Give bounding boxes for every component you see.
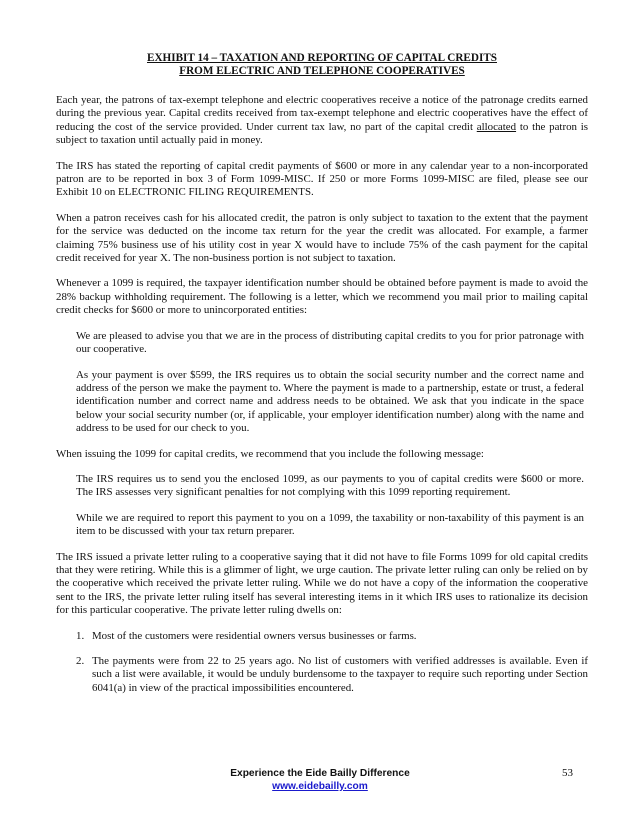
underlined-allocated: allocated (476, 120, 517, 133)
paragraph-intro-a: Each year, the patrons of tax-exempt telephone and electric cooperatives receive a notice of the patronage credits earned during the previous year. Capital credits received from tax-exempt telephone and electric cooperatives have the effect of reducing the cost of the service provided. Under current tax law, no part of the capital credit (56, 94, 588, 133)
list-item (56, 630, 588, 643)
title-line-1: EXHIBIT 14 – TAXATION AND REPORTING OF CAPITAL CREDITS (147, 52, 497, 64)
list-item-text: Most of the customers were residential owners versus businesses or farms. (92, 629, 417, 642)
ruling-list (56, 630, 588, 696)
page-footer (0, 767, 640, 793)
paragraph-tin-requirement: Whenever a 1099 is required, the taxpayer identification number should be obtained before payment is made to avoid the 28% backup withholding requirement. The following is a letter, which we recommend you mail prior to mailing capital credit checks for $600 or more to unincorporated entities: (56, 277, 588, 317)
document-body (56, 52, 588, 707)
page-number: 53 (562, 767, 573, 779)
paragraph-cash-payment: When a patron receives cash for his allocated credit, the patron is only subject to taxation to the extent that the payment for the service was deducted on the income tax return for the year the credit was allocated. For example, a farmer claiming 75% business use of his utility cost in year X would have to include 75% of the cash payment for the capital credit received for year X. The non-business portion is not subject to taxation. (56, 211, 588, 265)
list-item-number: 1. (76, 629, 85, 642)
paragraph-irs-reporting: The IRS has stated the reporting of capital credit payments of $600 or more in any calendar year to a non-incorporated patron are to be reported in box 3 of Form 1099-MISC. If 250 or more Forms 1099-MISC are filed, please see our Exhibit 10 on ELECTRONIC FILING REQUIREMENTS. (56, 159, 588, 199)
list-item-text: The payments were from 22 to 25 years ago. No list of customers with verified addresses is available. Even if such a list were available, it would be unduly burdensome to the taxpayer to require such reporting under Section 6041(a) in view of the practical impossibilities encountered. (92, 655, 588, 694)
footer-tagline: Experience the Eide Bailly Difference (230, 768, 410, 779)
paragraph-intro (56, 94, 588, 148)
message-quote-2: While we are required to report this payment to you on a 1099, the taxability or non-taxability of this payment is an item to be discussed with your tax return preparer. (76, 511, 584, 538)
footer-website-link[interactable]: www.eidebailly.com (272, 781, 368, 792)
letter-quote-2: As your payment is over $599, the IRS requires us to obtain the social security number and the correct name and address of the person we make the payment to. Where the payment is made to a partnership, estate or trust, a federal identification number and correct name and address needs to be obtained. We ask that you indicate in the space below your social security number (or, if applicable, your employer identification number) along with the name and address to be used for our check to you. (76, 368, 584, 435)
list-item-number: 2. (76, 655, 85, 667)
paragraph-private-letter-ruling: The IRS issued a private letter ruling to a cooperative saying that it did not have to file Forms 1099 for old capital credits that they were retiring. While this is a glimmer of light, we urge caution. The private letter ruling can only be relied on by the cooperative which received the private letter ruling. While we do not have a copy of the information the cooperative sent to the IRS, the private letter ruling itself has several interesting items in it which IRS uses to rationalize its decision for this particular cooperative. The private letter ruling dwells on: (56, 550, 588, 617)
page-title (56, 52, 588, 78)
paragraph-issuing-1099: When issuing the 1099 for capital credits, we recommend that you include the following message: (56, 447, 484, 460)
title-line-2: FROM ELECTRIC AND TELEPHONE COOPERATIVES (179, 65, 465, 77)
list-item (56, 655, 588, 695)
paragraph-intro-b: to the patron is subject to taxation until actually paid in money. (56, 120, 588, 147)
message-quote-1: The IRS requires us to send you the enclosed 1099, as our payments to you of capital credits were $600 or more. The IRS assesses very significant penalties for not complying with this 1099 reporting requirement. (76, 472, 584, 499)
letter-quote-1: We are pleased to advise you that we are in the process of distributing capital credits to you for prior patronage with our cooperative. (76, 329, 584, 356)
